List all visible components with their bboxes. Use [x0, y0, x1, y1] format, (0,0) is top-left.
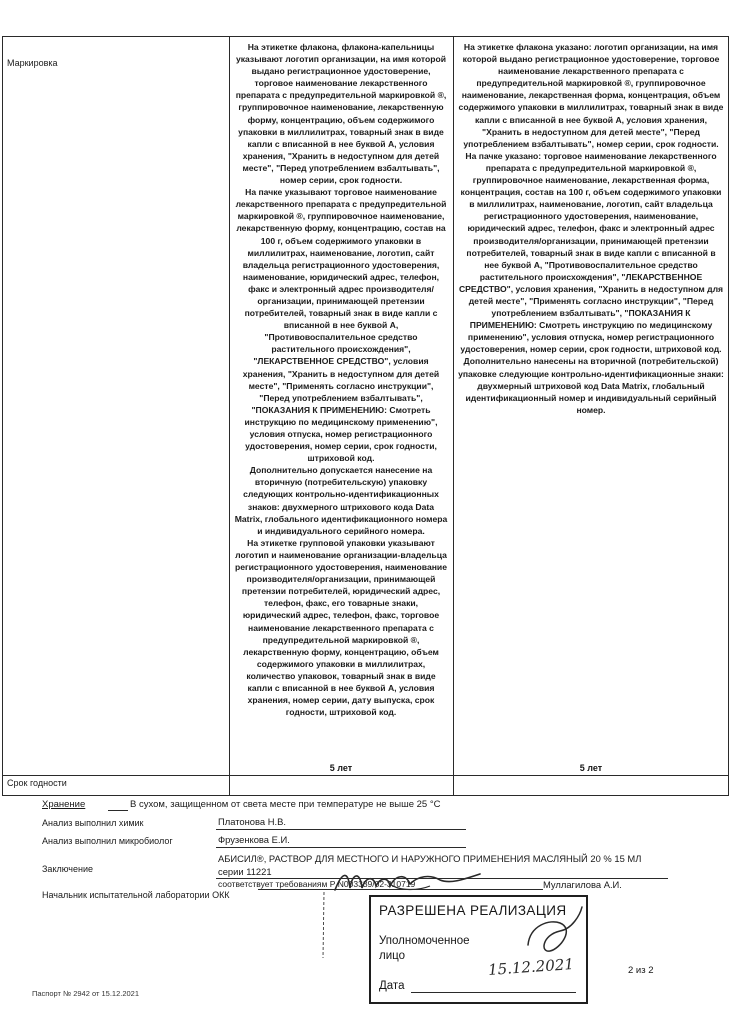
passport-reference: Паспорт № 2942 от 15.12.2021 [32, 989, 140, 998]
expiry-requirement: 5 лет [329, 763, 353, 773]
col2-paragraph: На этикетке флакона указано: логотип организации, на имя которой выдано регистрационное удостоверение, торговое наименование лекарственного препарата с предупредительной маркировкой ®, группировочное наименование, лекарственная форма, концентрация, объем содержимого упаковки в миллилитрах, товарный знак в виде капли с вписанной в нее буквой А, условия хранения, "Хранить в недоступном для детей месте", "Перед употреблением взбалтывать", номер серии, срок годности. [458, 42, 724, 149]
marking-results-column [458, 41, 724, 416]
col1-paragraph: На этикетке групповой упаковки указывают логотип и наименование организации-владельца регистрационного удостоверения, наименование производителя/организации, принимающей претензии потребителей, юридический адрес, телефон, факс, его товарные знаки, юридический адрес, телефон, факс, торговое наименование лекарственного препарата с предупредительной маркировкой ®, лекарственную форму, концентрацию, объем содержимого упаковки в миллилитрах, количество упаковок, товарный знак в виде капли с вписанной в нее буквой А, условия хранения, номер серии, дату выпуска, срок годности, штриховой код. [234, 537, 447, 718]
marking-requirements-column [234, 41, 448, 718]
stamp-date-label: Дата [379, 980, 405, 992]
stamp-date-handwritten: 15.12.2021 [487, 955, 575, 979]
page-number: 2 из 2 [628, 965, 654, 976]
conclusion-value: АБИСИЛ®, РАСТВОР ДЛЯ МЕСТНОГО И НАРУЖНОГО ПРИМЕНЕНИЯ МАСЛЯНЫЙ 20 % 15 МЛ серии 11221 [218, 853, 642, 877]
col2-paragraph: Дополнительно нанесены на вторичной (потребительской) упаковке следующие контрольно-идентификационные знаки: двухмерный штриховой код Data Matrix, глобальный идентификационный номер и индивидуальный серийный номер. [458, 356, 724, 415]
storage-underline [108, 810, 128, 811]
authorized-signature [520, 905, 590, 965]
col2-paragraph: На пачке указано: торговое наименование лекарственного препарата с предупредительной маркировкой ®, группировочное наименование, лекарственная форма, концентрация, состав на 100 г, объем содержимого упаковки в миллилитрах, наименование, логотип, сайт владельца регистрационного удостоверения, наименование, юридический адрес, телефон, факс и электронный адрес производителя/организации, принимающей претензии потребителей, товарный знак в виде капли с вписанной в нее буквой А, "Противовоспалительное средство растительного происхождения", "ЛЕКАРСТВЕННОЕ СРЕДСТВО", условия хранения, "Хранить в недоступном для детей месте", "Применять согласно инструкции", "Перед употреблением взбалтывать", "ПОКАЗАНИЯ К ПРИМЕНЕНИЮ: Смотреть инструкцию по медицинскому применению", условия отпуска, номер регистрационного удостоверения, номер серии, срок годности, штриховой код. [458, 150, 724, 355]
chemist-underline [216, 829, 466, 830]
table-row-divider [3, 775, 728, 776]
table-divider-1 [229, 37, 230, 795]
stamp-title: РАЗРЕШЕНА РЕАЛИЗАЦИЯ [379, 903, 567, 918]
chemist-label: Анализ выполнил химик [42, 818, 144, 828]
row-label-expiry: Срок годности [7, 778, 67, 788]
microbiologist-value: Фрузенкова Е.И. [218, 834, 290, 845]
row-label-marking: Маркировка [7, 58, 58, 68]
expiry-result: 5 лет [579, 763, 603, 773]
storage-value: В сухом, защищенном от света месте при температуре не выше 25 °С [130, 799, 441, 810]
microbiologist-underline [216, 847, 466, 848]
pen-mark [318, 890, 330, 960]
lab-head-value: Муллагилова А.И. [543, 879, 622, 890]
col1-paragraph: На этикетке флакона, флакона-капельницы указывают логотип организации, на имя которой выдано регистрационное удостоверение, торговое наименование лекарственного препарата с предупредительной маркировкой ®, группировочное наименование, лекарственную форму, концентрацию, объем содержимого упаковки в миллилитрах, товарный знак в виде капли с вписанной в нее буквой А, условия хранения, "Хранить в недоступном для детей месте", "Перед употреблением взбалтывать", номер серии, срок годности. [235, 42, 447, 186]
microbiologist-label: Анализ выполнил микробиолог [42, 836, 173, 846]
stamp-person-label: лицо [379, 950, 405, 962]
conclusion-label: Заключение [42, 864, 93, 874]
stamp-authorized-label: Уполномоченное [379, 935, 470, 947]
conclusion-compliance: соответствует требованиям Р N003339/02-310719 [218, 879, 416, 889]
specification-table [2, 36, 729, 796]
stamp-date-line [411, 992, 576, 993]
lab-head-label: Начальник испытательной лаборатории ОКК [42, 890, 230, 900]
table-divider-2 [453, 37, 454, 795]
col1-paragraph: На пачке указывают торговое наименование лекарственного препарата с предупредительной маркировкой ®, группировочное наименование, лекарственную форму, концентрацию, состав на 100 г, объем содержимого упаковки в миллилитрах, наименование, логотип, сайт владельца регистрационного удостоверения, наименование, юридический адрес, телефон, факс и электронный адрес производителя/организации, принимающей претензии потребителей, товарный знак в виде капли с вписанной в нее буквой А, "Противовоспалительное средство растительного происхождения", "ЛЕКАРСТВЕННОЕ СРЕДСТВО", условия хранения, "Хранить в недоступном для детей месте", "Применять согласно инструкции", "Перед употреблением взбалтывать", "ПОКАЗАНИЯ К ПРИМЕНЕНИЮ: Смотреть инструкцию по медицинскому применению", условия отпуска, номер регистрационного удостоверения, номер серии, срок годности, штриховой код. [235, 187, 447, 464]
chemist-value: Платонова Н.В. [218, 816, 286, 827]
storage-label: Хранение [42, 799, 86, 810]
col1-paragraph: Дополнительно допускается нанесение на вторичную (потребительскую) упаковку следующих контрольно-идентификационных знаков: двухмерного штрихового кода Data Matrix, глобального идентификационного номера и индивидуального серийного номера. [234, 465, 448, 536]
